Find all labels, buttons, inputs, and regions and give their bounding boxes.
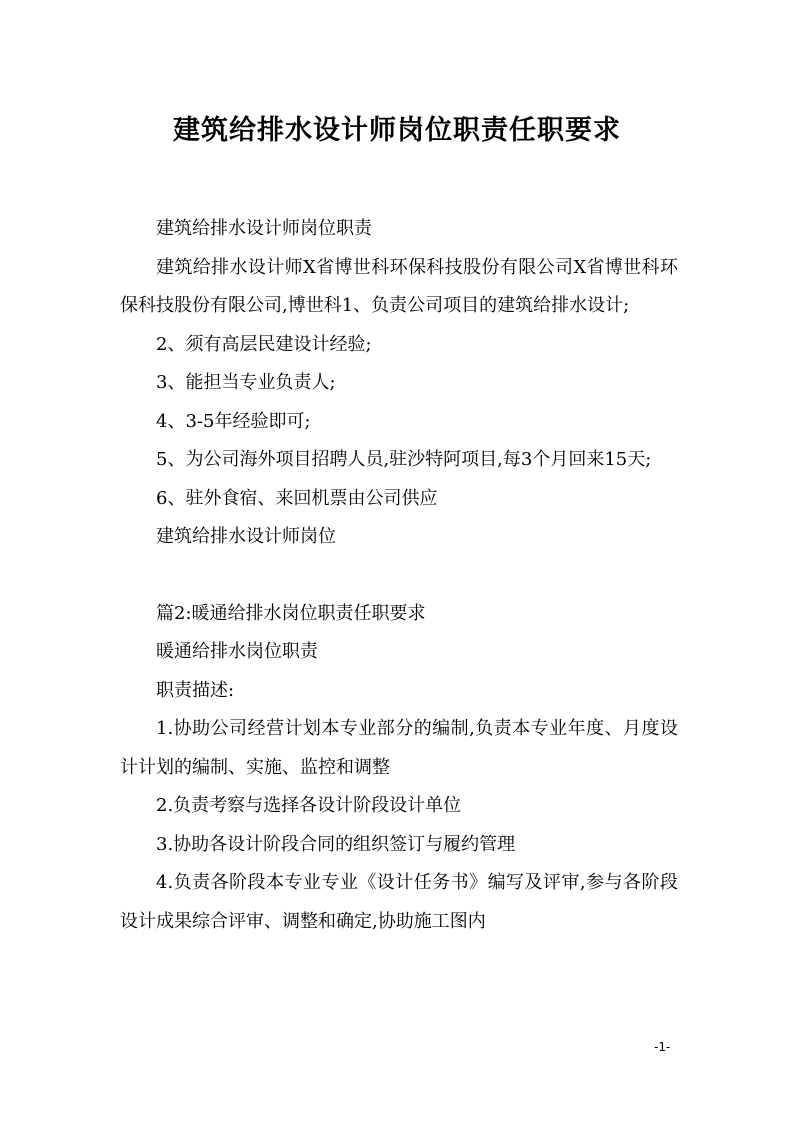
paragraph: 1.协助公司经营计划本专业部分的编制,负责本专业年度、月度设计计划的编制、实施、监控和调整 [120,718,678,778]
paragraph: 4、3-5年经验即可; [156,410,311,432]
section-heading: 篇2:暖通给排水岗位职责任职要求 [156,602,426,624]
paragraph: 4.负责各阶段本专业专业《设计任务书》编写及评审,参与各阶段设计成果综合评审、调整和确定,协助施工图内 [120,872,678,932]
document-body [120,210,678,941]
paragraph: 职责描述: [156,679,235,701]
paragraph: 2.负责考察与选择各设计阶段设计单位 [156,795,462,816]
paragraph: 建筑给排水设计师岗位 [156,526,336,547]
paragraph: 5、为公司海外项目招聘人员,驻沙特阿项目,每3个月回来15天; [156,449,652,470]
paragraph: 2、须有高层民建设计经验; [156,333,372,355]
paragraph: 建筑给排水设计师岗位职责 [156,218,372,239]
paragraph: 3、能担当专业负责人; [156,372,336,393]
page-number: -1- [654,1040,671,1054]
paragraph: 3.协助各设计阶段合同的组织签订与履约管理 [156,833,516,855]
paragraph: 暖通给排水岗位职责 [156,641,318,662]
paragraph: 6、驻外食宿、来回机票由公司供应 [156,487,438,509]
document-title: 建筑给排水设计师岗位职责任职要求 [173,115,621,146]
paragraph: 建筑给排水设计师X省博世科环保科技股份有限公司X省博世科环保科技股份有限公司,博世科1、负责公司项目的建筑给排水设计; [120,256,678,316]
